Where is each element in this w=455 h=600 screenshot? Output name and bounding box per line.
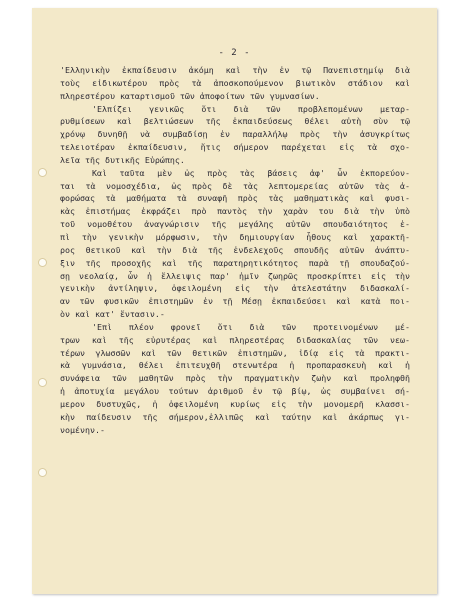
text-line: σῃ νεολαίᾳ, ὧν ἡ ἔλλειψις παρ' ἡμῖν ζωηρῶς προσκρίπτει εἰς τὴν — [60, 270, 410, 281]
text-line: ται τὰ νομοσχέδια, ὡς πρὸς δὲ τὰς λεπτομερείας αὐτῶν τὰς ἀ- — [60, 180, 410, 191]
punch-hole — [38, 468, 47, 477]
text-line: φορώσας τὰ μαθήματα τὰ συναφῆ πρὸς τὰς μαθηματικὰς καὶ φυσι- — [60, 193, 410, 204]
punch-hole — [38, 258, 47, 267]
text-line: τέρων γλωσσῶν καὶ τῶν θετικῶν ἐπιστημῶν, ἰδίᾳ εἰς τὰ πρακτι- — [60, 347, 410, 358]
text-line: κὰ γυμνάσια, θέλει ἐπιτευχθῆ στενωτέρα ἡ προπαρασκευὴ καὶ ἡ — [60, 360, 410, 371]
text-line: τελειοτέραν ἐκπαίδευσιν, ἥτις σήμερον παρέχεται εἰς τὰ σχο- — [60, 142, 410, 153]
text-line: ρυθμίσεων καὶ βελτιώσεων τῆς ἐκπαιδεύσεως θέλει αὐτὴ σὺν τῷ — [60, 116, 410, 127]
text-line: ξιν τῆς προσοχῆς καὶ τῆς παρατηρητικότητος παρὰ τῇ σπουδαζού- — [60, 257, 410, 268]
text-line: γενικὴν ἀντίληψιν, ὀφειλομένη εἰς τὴν ἀτελεστάτην διδασκαλί- — [60, 283, 410, 294]
text-line: μερον δυστυχῶς, ἡ ὀφειλομένη κυρίως εἰς τὴν μονομερῆ κλασσι- — [60, 398, 410, 409]
text-line: Καὶ ταῦτα μὲν ὡς πρὸς τὰς βάσεις ἀφ' ὧν ἐκπορεύον- — [92, 167, 410, 178]
text-line: κὴν παίδευσιν τῆς σήμερον,ἐλλιπῶς καὶ ταύτην καὶ ἀκάρπως γι- — [60, 411, 410, 422]
punch-hole — [38, 168, 47, 177]
text-line: τοὺς εἰδικωτέρου πρὸς τὰ ἀποσκοπούμενον βιωτικὸν στάδιον καὶ — [60, 77, 410, 88]
text-line: ἡ ἀποτυχία μεγάλου τούτων ἀριθμοῦ ἐν τῷ βίῳ, ὡς συμβαίνει σή- — [60, 386, 410, 397]
text-line: τοῦ νομοθέτου ἀναγνώρισιν τῆς μεγάλης αὐτῶν σπουδαιότητος ἐ- — [60, 219, 410, 230]
page-number: - 2 - — [218, 48, 251, 58]
text-line: 'Ελπίζει γενικῶς ὅτι διὰ τῶν προβλεπομένων μεταρ- — [92, 103, 410, 114]
body-text — [60, 64, 410, 436]
text-line: ρος θετικοῦ καὶ τὴν διὰ τῆς ἐνδελεχοῦς σπουδῆς αὐτῶν ἀνάπτυ- — [60, 244, 410, 255]
text-line: 'Επὶ πλέον φρονεῖ ὅτι διὰ τῶν προτεινομένων μέ- — [92, 321, 410, 332]
text-line: κὰς ἐπιστήμας ἐκφράζει πρὸ παντὸς τὴν χαρὰν του διὰ τὴν ὑπὸ — [60, 206, 410, 217]
punch-hole — [38, 378, 47, 387]
text-line: νομένην.- — [60, 424, 105, 435]
text-line: ὸν καὶ κατ' ἔντασιν.- — [60, 309, 165, 320]
document-page — [32, 8, 437, 594]
text-line: 'Ελληνικὴν ἐκπαίδευσιν ἀκόμη καὶ τὴν ἐν τῷ Πανεπιστημίῳ διὰ — [60, 65, 410, 75]
text-line: αν τῶν φυσικῶν ἐπιστημῶν ἐν τῇ Μέσῃ ἐκπαιδεύσει καὶ κατὰ ποι- — [60, 296, 410, 307]
text-line: χρόνῳ δυνηθῇ νὰ συμβαδίσῃ ἐν παραλλήλῳ πρὸς τὴν ἀσυγκρίτως — [60, 129, 410, 140]
text-line: πὶ τὴν γενικὴν μόρφωσιν, τὴν δημιουργίαν ἦθους καὶ χαρακτῆ- — [60, 231, 410, 242]
text-line: λεῖα τῆς δυτικῆς Εὐρώπης. — [60, 154, 185, 165]
text-line: πληρεστέρου καταρτισμοῦ τῶν ἀποφοίτων τῶν γυμνασίων. — [60, 90, 320, 101]
text-line: τρων καὶ τῆς εὐρυτέρας καὶ πληρεστέρας διδασκαλίας τῶν νεω- — [60, 334, 410, 345]
text-line: συνάφεια τῶν μαθητῶν πρὸς τὴν πραγματικὴν ζωὴν καὶ προληφθῆ — [60, 373, 410, 384]
